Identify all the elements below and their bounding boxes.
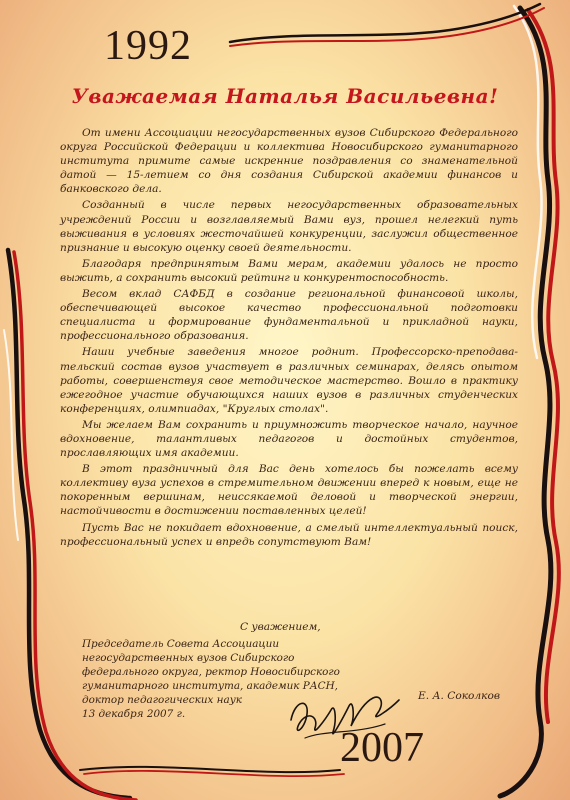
- signatory-line: Председатель Совета Ассоциации: [82, 638, 280, 650]
- signer-name: Е. А. Соколков: [418, 690, 501, 702]
- letter-body: [60, 126, 518, 551]
- paragraph: Пусть Вас не покидает вдохновение, а смелый интеллектуальный поиск, профессиональный успех и впредь сопутствуют Вам!: [60, 521, 518, 548]
- greeting-title: Уважаемая Наталья Васильевна!: [71, 84, 499, 108]
- signatory-line: гуманитарного института, академик РАСН,: [82, 680, 338, 692]
- paragraph: От имени Ассоциации негосударственных вузов Сибирского Федерального округа Российской Федерации и коллектива Новосибирского гуманитарного института примите самые искренние поздравления со знаменательной датой — 15-летием со дня создания Сибирской академии финансов и банковского дела.: [60, 127, 518, 196]
- date-line: 13 декабря 2007 г.: [82, 708, 186, 720]
- paragraph: Весом вклад САФБД в создание региональной финансовой школы, обеспечивающей высокое качество профессиональной подготовки специалиста и формирование фундаментальной и прикладной науки, профессионального образования.: [60, 288, 518, 343]
- paragraph: Созданный в числе первых негосударственных образовательных учреждений России и возглавляемый Вами вуз, прошел нелегкий путь выживания в условиях жесточайшей конкуренции, заслужил общественное признание и высокую оценку своей деятельности.: [60, 199, 518, 254]
- signatory-line: доктор педагогических наук: [82, 694, 242, 706]
- signatory-line: негосударственных вузов Сибирского: [82, 652, 295, 664]
- year-2007: 2007: [340, 725, 424, 771]
- paragraph: В этот праздничный для Вас день хотелось бы пожелать всему коллективу вуза успехов в стремительном движении вперед к новым, еще не покоренным вершинам, неиссякаемой деловой и творческой энергии, настойчивости в достижении поставленных целей!: [60, 463, 518, 518]
- paragraph: Благодаря предпринятым Вами мерам, академии удалось не просто выжить, а сохранить высокий рейтинг и конкурентоспособность.: [60, 257, 518, 284]
- signatory-line: федерального округа, ректор Новосибирского: [82, 666, 340, 678]
- paragraph: Наши учебные заведения многое роднит. Профессорско-преподава-тельский состав вузов участвует в различных семинарах, делясь опытом работы, совершенствуя свое методическое мастерство. Вошло в практику ежегодное участие обучающихся наших вузов в различных студенческих конференциях, олимпиадах, "Круглых столах".: [60, 346, 518, 415]
- year-1992: 1992: [104, 23, 192, 69]
- paragraph: Мы желаем Вам сохранить и приумножить творческое начало, научное вдохновение, талантливых педагогов и достойных студентов, прославляющих имя академии.: [60, 418, 518, 460]
- closing-salutation: С уважением,: [240, 621, 321, 633]
